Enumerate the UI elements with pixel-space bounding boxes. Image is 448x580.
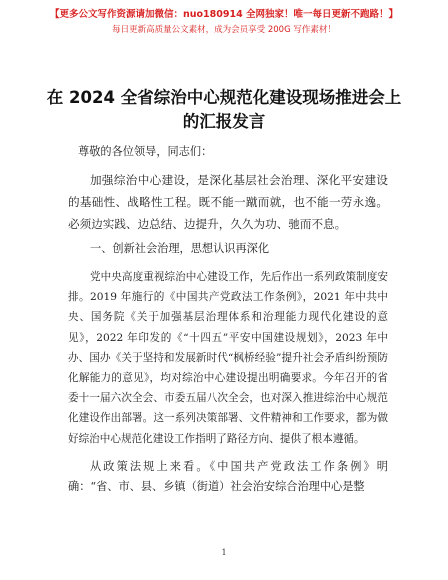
section-heading-1: 一、创新社会治理，思想认识再深化 [90, 241, 270, 255]
document-title: 在 2024 全省综治中心规范化建设现场推进会上的汇报发言 [46, 88, 402, 131]
promo-banner [0, 8, 448, 37]
page-number: 1 [221, 548, 227, 557]
promo-banner-line-1: 【更多公文写作资源请加微信：nuo180914 全网独家！唯一每日更新不跑路！】 [49, 9, 399, 20]
paragraph-policy-regulations: 从政策法规上来看。《中国共产党政法工作条例》明确：“省、市、县、乡镇（街道）社会治安综合治理中心是整 [68, 459, 388, 494]
document-body [68, 142, 388, 498]
paragraph-policy-arrangements: 党中央高度重视综治中心建设工作，先后作出一系列政策制度安排。2019 年施行的《中国共产党政法工作条例》，2021 年中共中央、国务院《关于加强基层治理体系和治理能力现代化建设的意见》，2022 年印发的《“十四五”平安中国建设规划》，2023 年中办、国办《关于坚持和发展新时代“枫桥经验”提升社会矛盾纠纷预防化解能力的意见》，均对综治中心建设提出明确要求。今年召开的省委十一届六次全会、市委五届八次全会，也对深入推进综治中心规范化建设作出部署。这一系列决策部署、文件精神和工作要求，都为做好综治中心规范化建设工作指明了路径方向、提供了根本遵循。 [68, 271, 388, 445]
salutation: 尊敬的各位领导，同志们： [78, 145, 213, 158]
promo-banner-line-2: 每日更新高质量公文素材，成为会员享受 200G 写作素材！ [112, 25, 336, 35]
intro-paragraph: 加强综治中心建设，是深化基层社会治理、深化平安建设的基础性、战略性工程。既不能一蹴而就，也不能一劳永逸。必须边实践、边总结、边提升，久久为功、驰而不息。 [68, 172, 388, 231]
